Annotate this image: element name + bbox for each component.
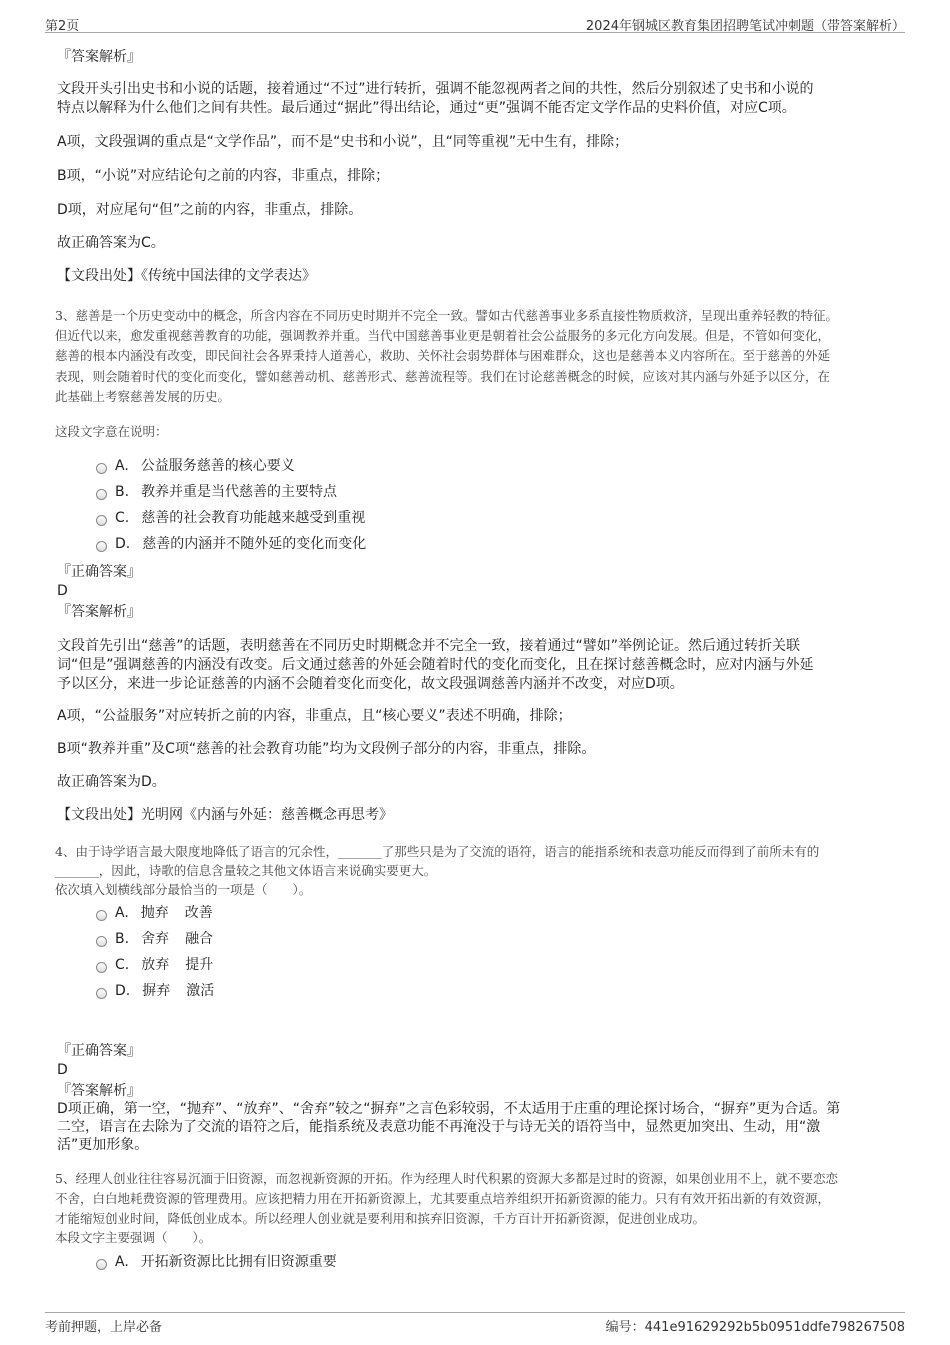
question-stem-line: 慈善的根本内涵没有改变，即民间社会各界秉持人道善心，救助、关怀社会弱势群体与困难群众，这也是慈善本义内容所在。至于慈善的外延: [55, 348, 831, 363]
option-bc-note: B项“教养并重”及C项“慈善的社会教育功能”均为文段例子部分的内容，非重点，排除。: [57, 741, 596, 757]
question-stem-line: 5、经理人创业往往容易沉湎于旧资源，而忽视新资源的开拓。作为经理人时代积累的资源大多都是过时的资源，如果创业用不上，就不要恋恋: [55, 1171, 838, 1186]
correct-answer: D: [57, 583, 68, 599]
question-prompt: 这段文字意在说明：: [55, 424, 168, 439]
conclusion: 故正确答案为C。: [57, 235, 165, 251]
option-c[interactable]: [96, 955, 213, 975]
radio-button-icon[interactable]: [96, 936, 107, 947]
analysis-line: 二空，语言在去除为了交流的语符之后，能指系统及表意功能不再淹没于与诗无关的语符当中，显然更加突出、生动，用“激: [57, 1119, 821, 1135]
serial-number: 编号：441e91629292b5b0951ddfe798267508: [605, 1320, 905, 1335]
radio-button-icon[interactable]: [96, 1259, 107, 1270]
option-text: 教养并重是当代慈善的主要特点: [141, 484, 338, 500]
option-word-1: 抛弃: [140, 905, 169, 921]
option-a[interactable]: [96, 903, 213, 923]
question-stem-line: 才能缩短创业时间，降低创业成本。所以经理人创业就是要利用和摈弃旧资源，千方百计开拓新资源，促进创业成功。: [55, 1211, 706, 1226]
option-b[interactable]: [96, 482, 337, 502]
conclusion: 故正确答案为D。: [57, 774, 166, 790]
analysis-label: 『答案解析』: [57, 49, 141, 65]
option-word-2: 提升: [185, 957, 214, 973]
option-text: 公益服务慈善的核心要义: [140, 458, 295, 474]
analysis-line: 特点以解释为什么他们之间有共性。最后通过“据此”得出结论，通过“更”强调不能否定文学作品的史料价值，对应C项。: [57, 100, 796, 116]
analysis-label: 『答案解析』: [57, 1083, 141, 1099]
source-citation: 【文段出处】光明网《内涵与外延：慈善概念再思考》: [57, 807, 393, 823]
question-stem-line: 表现，则会随着时代的变化而变化，譬如慈善动机、慈善形式、慈善流程等。我们在讨论慈善概念的时候，应该对其内涵与外延予以区分，在: [55, 369, 831, 384]
question-stem-line: 3、慈善是一个历史变动中的概念，所含内容在不同历史时期并不完全一致。譬如古代慈善事业多系直接性物质救济，呈现出重养轻教的特征。: [55, 308, 838, 323]
option-letter: B.: [115, 484, 130, 500]
option-b[interactable]: [96, 929, 213, 949]
option-letter: D.: [115, 983, 131, 999]
question-stem-line: 此基础上考察慈善发展的历史。: [55, 389, 231, 404]
option-word-1: 舍弃: [141, 931, 170, 947]
option-letter: A.: [115, 905, 129, 921]
option-letter: D.: [115, 536, 131, 552]
question-prompt: 依次填入划横线部分最恰当的一项是（ ）。: [55, 882, 312, 897]
analysis-line: 予以区分，来进一步论证慈善的内涵不会随着变化而变化，故文段强调慈善内涵并不改变，对应D项。: [57, 676, 684, 692]
correct-answer-label: 『正确答案』: [57, 564, 141, 580]
option-word-2: 激活: [186, 983, 215, 999]
option-letter: C.: [115, 957, 130, 973]
radio-button-icon[interactable]: [96, 515, 107, 526]
option-a[interactable]: [96, 1252, 337, 1272]
correct-answer: D: [57, 1062, 68, 1078]
option-text: 开拓新资源比比拥有旧资源重要: [140, 1254, 337, 1270]
option-b-note: B项，“小说”对应结论句之前的内容，非重点，排除；: [57, 168, 390, 184]
page-footer: [45, 1312, 905, 1333]
question-stem-line: 不舍，白白地耗费资源的管理费用。应该把精力用在开拓新资源上，尤其要重点培养组织开拓新资源的能力。只有有效开拓出新的有效资源，: [55, 1191, 831, 1206]
radio-button-icon[interactable]: [96, 541, 107, 552]
question-prompt: 本段文字主要强调（ ）。: [55, 1230, 212, 1245]
option-d[interactable]: [96, 534, 366, 554]
option-word-2: 改善: [184, 905, 213, 921]
analysis-line: 词“但是”强调慈善的内涵没有改变。后文通过慈善的外延会随着时代的变化而变化，且在探讨慈善概念时，应对内涵与外延: [57, 657, 814, 673]
radio-button-icon[interactable]: [96, 988, 107, 999]
option-d[interactable]: [96, 981, 214, 1001]
option-letter: A.: [115, 458, 129, 474]
analysis-line: 文段开头引出史书和小说的话题，接着通过“不过”进行转折，强调不能忽视两者之间的共性，然后分别叙述了史书和小说的: [57, 81, 814, 97]
option-letter: B.: [115, 931, 130, 947]
page-header: [45, 12, 905, 33]
option-a-note: A项，“公益服务”对应转折之前的内容，非重点，且“核心要义”表述不明确，排除；: [57, 708, 572, 724]
option-text: 慈善的社会教育功能越来越受到重视: [141, 510, 366, 526]
option-text: 慈善的内涵并不随外延的变化而变化: [142, 536, 367, 552]
radio-button-icon[interactable]: [96, 489, 107, 500]
radio-button-icon[interactable]: [96, 962, 107, 973]
option-word-1: 摒弃: [142, 983, 171, 999]
option-letter: C.: [115, 510, 130, 526]
analysis-line: 文段首先引出“慈善”的话题，表明慈善在不同历史时期概念并不完全一致，接着通过“譬如”举例论证。然后通过转折关联: [57, 638, 801, 654]
option-c[interactable]: [96, 508, 365, 528]
radio-button-icon[interactable]: [96, 910, 107, 921]
option-letter: A.: [115, 1254, 129, 1270]
question-stem-line: 4、由于诗学语言最大限度地降低了语言的冗余性，_______了那些只是为了交流的语符，语言的能指系统和表意功能反而得到了前所未有的: [55, 844, 820, 859]
option-word-2: 融合: [185, 931, 214, 947]
question-stem-line: _______，因此，诗歌的信息含量较之其他文体语言来说确实要更大。: [55, 863, 437, 878]
option-a[interactable]: [96, 456, 295, 476]
page-number: 第2页: [45, 19, 80, 34]
source-citation: 【文段出处】《传统中国法律的文学表达》: [57, 268, 316, 284]
correct-answer-label: 『正确答案』: [57, 1043, 141, 1059]
radio-button-icon[interactable]: [96, 463, 107, 474]
analysis-label: 『答案解析』: [57, 604, 141, 620]
analysis-line: 活”更加形象。: [57, 1137, 149, 1153]
footer-slogan: 考前押题，上岸必备: [45, 1320, 163, 1335]
document-title: 2024年钢城区教育集团招聘笔试冲刺题（带答案解析）: [585, 19, 905, 34]
option-word-1: 放弃: [141, 957, 170, 973]
question-stem-line: 但近代以来，愈发重视慈善教育的功能，强调教养并重。当代中国慈善事业更是朝着社会公益服务的多元化方向发展。但是，不管如何变化，: [55, 328, 831, 343]
analysis-line: D项正确，第一空，“抛弃”、“放弃”、“舍弃”较之“摒弃”之言色彩较弱，不太适用于庄重的理论探讨场合，“摒弃”更为合适。第: [57, 1101, 841, 1117]
option-d-note: D项，对应尾句“但”之前的内容，非重点，排除。: [57, 202, 363, 218]
option-a-note: A项，文段强调的重点是“文学作品”，而不是“史书和小说”，且“同等重视”无中生有，排除；: [57, 134, 629, 150]
